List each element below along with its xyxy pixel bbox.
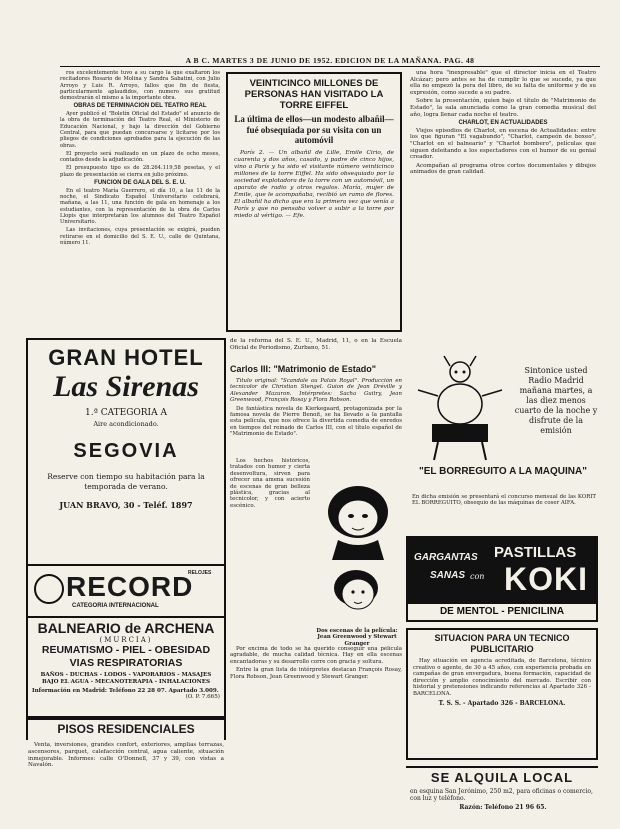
carlos-intro: Título original: "Scandale au Palais Royal". Producción en tecnicolor de Christian Stengel. Guion de Jean Dréville y Alexander Mazuron. Intérpretes: Sacha Guitry, Jean Greenwood, François Rosay y Flora Robson. [230, 378, 402, 404]
alquila-contact: Razón: Teléfono 21 96 65. [459, 804, 547, 811]
carlos-p1: De fantástica novela de Kierkegaard, protagonizada por la famosa novela de Pierre Benoit, se ha llevado a la pantalla esta película, que nos ofrece la divertida comedia de enredos en tiempos del reinado de Carlos III, con el título español de "Matrimonio de Estado". [230, 405, 402, 438]
page-header: A B C. MARTES 3 DE JUNIO DE 1952. EDICION DE LA MAÑANA. PAG. 48 [185, 56, 475, 65]
alquila-rule [406, 766, 598, 768]
eiffel-body: París 2. — Un albañil de Lille, Emile Cirio, de cuarenta y dos años, casado, y padre de cinco hijos, vino a París y ha sido el visitante número veinticinco millones de la torre Eiffel. Ha sido obsequiado por la sociedad explotadora de la torre con un automóvil, un aparato de radio y otros regalos. María, mujer de Emile, que le acompañaba, recibió un ramo de flores. El albañil ha dicho que era la primera vez que venía a París y que no pensaba volver a subir a la torre por miedo al vértigo. — Efe. [234, 149, 394, 219]
tecnico-title: SITUACION PARA UN TECNICO PUBLICITARIO [434, 633, 570, 654]
archena-code: (O. P. 7.665) [185, 694, 220, 701]
film-illustration [314, 460, 402, 628]
archena-region: (MURCIA) [99, 636, 153, 644]
hotel-ad [26, 338, 226, 566]
record-brand-small: RELOJES [188, 570, 212, 576]
teatro-real-heading: OBRAS DE TERMINACION DEL TEATRO REAL [73, 103, 207, 110]
koki-gargantas: GARGANTAS [414, 552, 478, 563]
right-p3: Viejos episodios de Charlot, en escena de Actualidades: entre los que figuran "El vagabundo", "Charlot, campeón de boxeo", "Charlot en el balneario" y "Charlot bombero", películas que siguen deleitando a los espectadores con el humor de su genial creador. [410, 127, 596, 161]
hotel-category: 1.ª CATEGORIA A [85, 408, 167, 418]
tecnico-ad [406, 628, 598, 760]
pisos-body-column [28, 742, 224, 812]
radio-body: En dicha emisión se presentará el concurso mensual de las KORIT EL BORREGUITO, obsequio de las máquinas de coser AIFA. [412, 494, 596, 507]
record-logo-icon [34, 574, 64, 604]
archena-services: BAÑOS - DUCHAS - LODOS - VAPORARIOS - MASAJES BAJO EL AGUA - MECANOTERAPIA - INHALACIONES [40, 672, 212, 685]
koki-brand: KOKI [504, 561, 588, 597]
record-brand: RECORD [66, 571, 194, 602]
pisos-header-box [26, 718, 226, 740]
seu-gala-p1: En el teatro María Guerrero, el día 10, a las 11 de la noche, el Sindicato Español Universitario celebrará, mañana, a las 11, una función de gala en homenaje a los estudiantes, con la representación de la obra de Carlos Llopis que interpretarán los alumnos del Teatro Español Universitario. [60, 187, 220, 226]
teatro-real-p1: Ayer publicó el "Boletín Oficial del Estado" el anuncio de la obra de terminación del Teatro Real, el Ministerio de Educación Nacional, y bajo la dirección del Gobierno Central, para que puedan concursarse y licitarse por los pliegos de condiciones aprobados para la ejecución de las obras. [60, 111, 220, 149]
koki-con: con [470, 572, 485, 581]
right-p2: Sobre la presentación, quien bajo el título de "Matrimonio de Estado", la sala anunciada como la gran comedia musical del año, logra llenar cada noche el teatro. [410, 98, 596, 118]
alquila-title: SE ALQUILA LOCAL [430, 770, 574, 785]
seu-continuation-text: de la reforma del S. E. U., Madrid, 11, o en la Escuela Oficial de Periodismo, Zurbano, 51. [230, 338, 402, 351]
hotel-city: SEGOVIA [73, 440, 179, 462]
record-tagline: CATEGORIA INTERNACIONAL [72, 603, 159, 609]
koki-sanas: SANAS [430, 570, 466, 581]
left-intro: ros excelentemente tuvo a su cargo la que exaltaron los recitadores Rosario de Molina y Sandra Sabatini, con Julio Arroyo y Luis R. Arroyo, fallos que fin de fiesta, particularmente aplaudidos, con numero sus gratitud demostrarán el mismo a la importante obra. [60, 70, 220, 102]
hotel-address: JUAN BRAVO, 30 - Teléf. 1897 [59, 500, 193, 510]
hotel-air: Aire acondicionado. [93, 420, 159, 428]
hotel-title: GRAN HOTEL [48, 345, 204, 370]
carlos-p4: Entre la gran lista de intérpretes destacan François Rosay, Flora Robson, Jean Greenwood y Stewart Granger. [230, 667, 402, 680]
carlos-column-top [230, 378, 402, 458]
hotel-reserve: Reserve con tiempo su habitación para la temporada de verano. [47, 472, 205, 491]
radio-show: "EL BORREGUITO A LA MAQUINA" [418, 466, 587, 477]
illustration-caption: Dos escenas de la película: Jean Greenwood y Stewart Granger [316, 628, 398, 647]
carlos-title: Carlos III: "Matrimonio de Estado" [230, 364, 377, 374]
tecnico-footer: T. S. S. - Apartado 326 - BARCELONA. [438, 699, 566, 707]
eiffel-headline: VEINTICINCO MILLONES DE PERSONAS HAN VISITADO LA TORRE EIFFEL [244, 78, 384, 111]
archena-ad [26, 616, 226, 718]
pisos-body: Venta, inversiones, grandes confort, exteriores, amplias terrazas, ascensores, parquet, calefacción central, agua caliente, situación inmejorable. Informes: calle O'Donnell, 37 y 39, con vistas a Navalón. [28, 742, 224, 769]
koki-footer: DE MENTOL - PENICILINA [408, 604, 596, 620]
koki-ad [406, 536, 598, 622]
left-news-column [60, 70, 220, 332]
seu-continuation [230, 338, 402, 364]
radio-text: Sintonice usted Radio Madrid mañana martes, a las diez menos cuarto de la noche y disfrute de la emisión [514, 366, 598, 435]
archena-title: BALNEARIO de ARCHENA [37, 620, 215, 636]
record-ad [26, 566, 226, 616]
seu-gala-heading: FUNCION DE GALA DEL S. E. U. [94, 180, 186, 187]
right-p4: Acompañan al programa otros cortos documentales y dibujos animados de gran calidad. [410, 162, 596, 176]
eiffel-subhead: La última de ellos—un modesto albañil—fué obsequiada por su visita con un automóvil [234, 114, 394, 145]
seu-gala-p2: Las invitaciones, cuya presentación se exigirá, pueden retirarse en el domicilio del S. E. U., calle de Quintana, número 11. [60, 227, 220, 247]
carlos-column-side [230, 458, 310, 628]
tecnico-body: Hay situación en agencia acreditada, de Barcelona, técnico creativo o agente, de 30 a 45 años, con experiencia probada en campañas de gran envergadura, buena formación, capacidad de dirección y amplio conocimiento del mercado. Escribir con historial y pretensiones indicando referencias al Apartado 326 - BARCELONA. [413, 658, 591, 697]
archena-info: Información en Madrid: Teléfono 22 28 07. Apartado 3.009. [32, 687, 219, 694]
header-rule [60, 66, 600, 67]
carlos-p3: Por encima de todo se ha querido conseguir una película agradable, de mucha calidad técnica. Hay en ella escenas encantadoras y su desarrollo corre con gracia y soltura. [230, 646, 402, 665]
right-p1: una hora "inexpresable" que el director inicia en el Teatro Alcázar; pero antes se ha de cumplir lo que se sucede, ya que ella no empezó la pera del libro, de su falta de uniforme y de su expresión, como sucede a su padre. [410, 70, 596, 96]
teatro-real-p3: El presupuesto tipo es de 28.264.119,58 pesetas, y el plazo de presentación se cierra en julio próximo. [60, 165, 220, 178]
sheep-illustration-icon [414, 352, 506, 464]
alquila-body: en esquina San Jerónimo, 250 m2, para oficinas o comercio, con luz y teléfono. [410, 788, 593, 803]
charlot-heading: CHARLOT, EN ACTUALIDADES [458, 120, 548, 127]
radio-ad [406, 348, 600, 530]
archena-line2: VIAS RESPIRATORIAS [69, 657, 183, 669]
archena-line1: REUMATISMO - PIEL - OBESIDAD [41, 644, 211, 656]
carlos-column-bottom [230, 646, 402, 814]
hotel-name: Las Sirenas [53, 370, 199, 403]
pisos-title: PISOS RESIDENCIALES [57, 722, 195, 736]
eiffel-article-box [226, 72, 402, 332]
koki-pastillas: PASTILLAS [494, 544, 577, 561]
teatro-real-p2: El proyecto será realizado en un plazo de ocho meses, contados desde la adjudicación. [60, 150, 220, 164]
carlos-p2: Los hechos históricos, tratados con humor y cierta desenvoltura, sirven para ofrecer una amena sucesión de escenas de gran belleza plástica, gracias al tecnicolor, y con acierto escénico. [230, 458, 310, 509]
right-news-column [410, 70, 596, 340]
